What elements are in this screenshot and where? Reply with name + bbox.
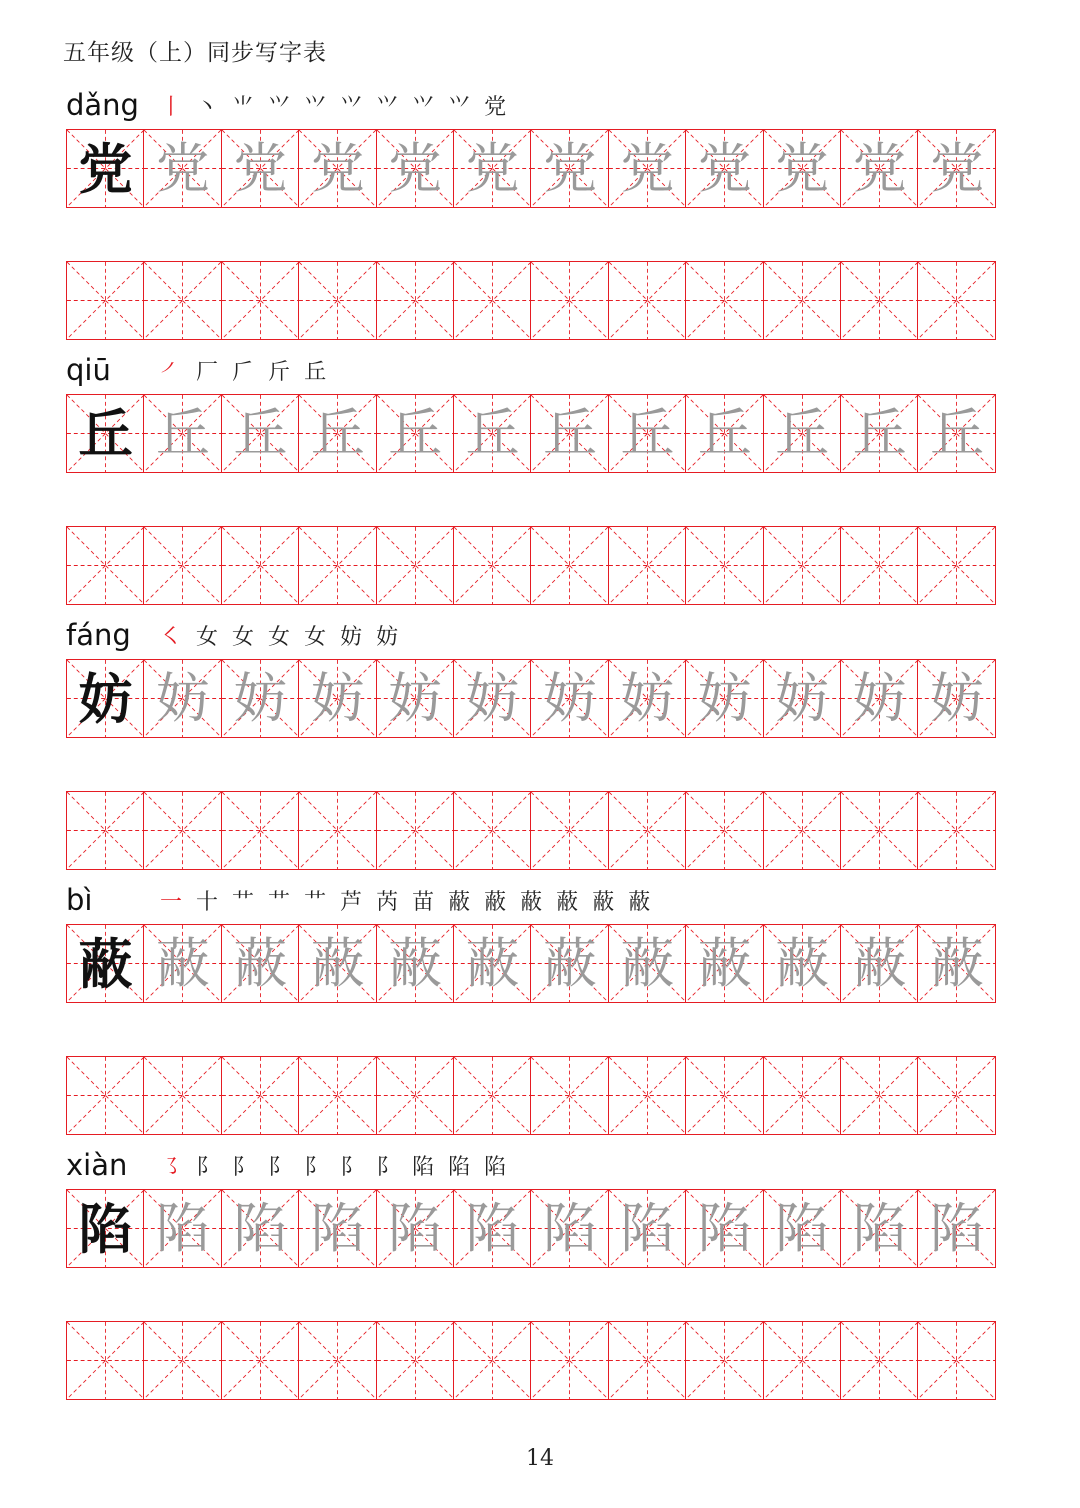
stroke-step: 斤 bbox=[268, 359, 291, 385]
trace-character: 党 bbox=[465, 136, 520, 200]
trace-character: 丘 bbox=[852, 401, 907, 465]
stroke-step: 芦 bbox=[340, 889, 363, 915]
trace-character: 陷 bbox=[155, 1196, 210, 1260]
model-character-cell[interactable] bbox=[66, 129, 145, 208]
blank-writing-cell[interactable] bbox=[685, 791, 764, 870]
blank-writing-cell[interactable] bbox=[840, 791, 919, 870]
trace-character-cell[interactable] bbox=[143, 394, 222, 473]
trace-character-cell[interactable] bbox=[763, 659, 842, 738]
trace-character: 丘 bbox=[697, 401, 752, 465]
trace-character: 陷 bbox=[775, 1196, 830, 1260]
blank-grid-row bbox=[66, 526, 1014, 605]
trace-character-cell[interactable] bbox=[221, 924, 300, 1003]
model-character-cell[interactable] bbox=[66, 394, 145, 473]
stroke-step: 艹 bbox=[304, 889, 327, 915]
trace-character: 妨 bbox=[155, 666, 210, 730]
model-character: 蔽 bbox=[78, 931, 133, 996]
trace-character-cell[interactable] bbox=[143, 924, 222, 1003]
trace-character: 妨 bbox=[542, 666, 597, 730]
trace-character-cell[interactable] bbox=[221, 1189, 300, 1268]
trace-character-cell[interactable] bbox=[685, 924, 764, 1003]
stroke-step: 苗 bbox=[412, 889, 435, 915]
trace-character-cell[interactable] bbox=[530, 659, 609, 738]
blank-writing-cell[interactable] bbox=[530, 791, 609, 870]
trace-character: 妨 bbox=[388, 666, 443, 730]
trace-character: 党 bbox=[620, 136, 675, 200]
trace-character-cell[interactable] bbox=[840, 1189, 919, 1268]
trace-character-cell[interactable] bbox=[840, 129, 919, 208]
trace-character: 蔽 bbox=[775, 931, 830, 995]
stroke-step: 阝 bbox=[304, 1154, 327, 1180]
blank-writing-cell[interactable] bbox=[917, 791, 996, 870]
stroke-step: 女 bbox=[232, 624, 255, 650]
trace-character-cell[interactable] bbox=[376, 1189, 455, 1268]
stroke-step: ⺌ bbox=[232, 94, 255, 120]
blank-writing-cell[interactable] bbox=[763, 261, 842, 340]
trace-character: 丘 bbox=[929, 401, 984, 465]
stroke-step: 蔽 bbox=[556, 889, 579, 915]
model-character-cell[interactable] bbox=[66, 924, 145, 1003]
trace-character: 妨 bbox=[465, 666, 520, 730]
stroke-step: ⺍ bbox=[340, 94, 363, 120]
blank-writing-cell[interactable] bbox=[298, 1321, 377, 1400]
stroke-step: 丶 bbox=[196, 94, 219, 120]
trace-character: 党 bbox=[233, 136, 288, 200]
stroke-step: 蔽 bbox=[448, 889, 471, 915]
practice-grid-row bbox=[66, 1189, 1014, 1268]
trace-character-cell[interactable] bbox=[763, 924, 842, 1003]
stroke-step: 艹 bbox=[232, 889, 255, 915]
stroke-step: ㇌ bbox=[160, 1154, 183, 1180]
blank-writing-cell[interactable] bbox=[608, 526, 687, 605]
stroke-step: 女 bbox=[196, 624, 219, 650]
trace-character-cell[interactable] bbox=[376, 924, 455, 1003]
blank-writing-cell[interactable] bbox=[685, 1056, 764, 1135]
stroke-step: 芮 bbox=[376, 889, 399, 915]
trace-character-cell[interactable] bbox=[530, 1189, 609, 1268]
blank-writing-cell[interactable] bbox=[917, 526, 996, 605]
pinyin-label: qiū bbox=[66, 353, 111, 387]
trace-character-cell[interactable] bbox=[530, 394, 609, 473]
trace-character: 党 bbox=[155, 136, 210, 200]
stroke-step: 女 bbox=[304, 624, 327, 650]
blank-writing-cell[interactable] bbox=[453, 261, 532, 340]
blank-writing-cell[interactable] bbox=[917, 261, 996, 340]
blank-writing-cell[interactable] bbox=[608, 1321, 687, 1400]
pinyin-label: fáng bbox=[66, 618, 131, 652]
stroke-step: 妨 bbox=[376, 624, 399, 650]
trace-character-cell[interactable] bbox=[530, 924, 609, 1003]
blank-writing-cell[interactable] bbox=[763, 1056, 842, 1135]
trace-character: 陷 bbox=[388, 1196, 443, 1260]
trace-character: 蔽 bbox=[929, 931, 984, 995]
stroke-step: 妨 bbox=[340, 624, 363, 650]
trace-character-cell[interactable] bbox=[608, 924, 687, 1003]
stroke-step: ⺍ bbox=[376, 94, 399, 120]
blank-writing-cell[interactable] bbox=[453, 791, 532, 870]
model-character-cell[interactable] bbox=[66, 659, 145, 738]
blank-writing-cell[interactable] bbox=[608, 1056, 687, 1135]
trace-character: 妨 bbox=[310, 666, 365, 730]
blank-writing-cell[interactable] bbox=[221, 791, 300, 870]
trace-character: 蔽 bbox=[155, 931, 210, 995]
stroke-step: 女 bbox=[268, 624, 291, 650]
blank-writing-cell[interactable] bbox=[376, 1321, 455, 1400]
trace-character-cell[interactable] bbox=[453, 924, 532, 1003]
blank-writing-cell[interactable] bbox=[376, 261, 455, 340]
practice-grid-row bbox=[66, 394, 1014, 473]
trace-character: 丘 bbox=[465, 401, 520, 465]
stroke-step: ⺍ bbox=[304, 94, 327, 120]
stroke-step: 蔽 bbox=[628, 889, 651, 915]
trace-character: 陷 bbox=[233, 1196, 288, 1260]
trace-character-cell[interactable] bbox=[221, 394, 300, 473]
trace-character: 党 bbox=[775, 136, 830, 200]
trace-character-cell[interactable] bbox=[376, 659, 455, 738]
stroke-step: ⺍ bbox=[412, 94, 435, 120]
stroke-step: 阝 bbox=[232, 1154, 255, 1180]
trace-character-cell[interactable] bbox=[143, 659, 222, 738]
trace-character-cell[interactable] bbox=[608, 394, 687, 473]
blank-writing-cell[interactable] bbox=[530, 261, 609, 340]
stroke-step: 党 bbox=[484, 94, 507, 120]
trace-character: 蔽 bbox=[852, 931, 907, 995]
blank-writing-cell[interactable] bbox=[376, 1056, 455, 1135]
trace-character-cell[interactable] bbox=[453, 1189, 532, 1268]
trace-character: 蔽 bbox=[465, 931, 520, 995]
trace-character: 丘 bbox=[775, 401, 830, 465]
trace-character-cell[interactable] bbox=[376, 129, 455, 208]
trace-character-cell[interactable] bbox=[608, 129, 687, 208]
blank-writing-cell[interactable] bbox=[763, 526, 842, 605]
trace-character: 妨 bbox=[697, 666, 752, 730]
stroke-step: 丨 bbox=[160, 94, 183, 120]
trace-character-cell[interactable] bbox=[298, 1189, 377, 1268]
practice-grid-row bbox=[66, 924, 1014, 1003]
model-character: 妨 bbox=[78, 666, 133, 731]
trace-character: 蔽 bbox=[233, 931, 288, 995]
model-character-cell[interactable] bbox=[66, 1189, 145, 1268]
trace-character: 陷 bbox=[620, 1196, 675, 1260]
stroke-step: 陷 bbox=[448, 1154, 471, 1180]
stroke-order-sequence bbox=[160, 618, 412, 652]
stroke-step: 阝 bbox=[196, 1154, 219, 1180]
trace-character: 党 bbox=[852, 136, 907, 200]
character-block bbox=[0, 353, 1080, 619]
blank-writing-cell[interactable] bbox=[608, 791, 687, 870]
trace-character: 丘 bbox=[310, 401, 365, 465]
stroke-step: ㇛ bbox=[160, 624, 183, 650]
trace-character-cell[interactable] bbox=[376, 394, 455, 473]
trace-character-cell[interactable] bbox=[143, 129, 222, 208]
trace-character-cell[interactable] bbox=[763, 394, 842, 473]
trace-character: 党 bbox=[929, 136, 984, 200]
trace-character-cell[interactable] bbox=[840, 924, 919, 1003]
trace-character: 丘 bbox=[233, 401, 288, 465]
trace-character: 陷 bbox=[310, 1196, 365, 1260]
trace-character-cell[interactable] bbox=[763, 129, 842, 208]
trace-character: 党 bbox=[542, 136, 597, 200]
stroke-step: 蔽 bbox=[592, 889, 615, 915]
blank-writing-cell[interactable] bbox=[530, 526, 609, 605]
trace-character-cell[interactable] bbox=[298, 394, 377, 473]
pinyin-label: xiàn bbox=[66, 1148, 128, 1182]
model-character: 丘 bbox=[78, 401, 133, 466]
trace-character-cell[interactable] bbox=[840, 659, 919, 738]
stroke-step: 阝 bbox=[340, 1154, 363, 1180]
blank-writing-cell[interactable] bbox=[840, 1321, 919, 1400]
trace-character-cell[interactable] bbox=[298, 924, 377, 1003]
trace-character: 丘 bbox=[155, 401, 210, 465]
page-number: 14 bbox=[526, 1446, 554, 1471]
blank-writing-cell[interactable] bbox=[453, 1321, 532, 1400]
trace-character-cell[interactable] bbox=[608, 659, 687, 738]
blank-grid-row bbox=[66, 261, 1014, 340]
pinyin-label: dǎng bbox=[66, 88, 139, 122]
blank-grid-row bbox=[66, 791, 1014, 870]
blank-writing-cell[interactable] bbox=[298, 791, 377, 870]
trace-character-cell[interactable] bbox=[917, 394, 996, 473]
trace-character-cell[interactable] bbox=[453, 659, 532, 738]
blank-writing-cell[interactable] bbox=[143, 261, 222, 340]
trace-character: 妨 bbox=[775, 666, 830, 730]
blank-writing-cell[interactable] bbox=[530, 1321, 609, 1400]
blank-writing-cell[interactable] bbox=[685, 261, 764, 340]
trace-character-cell[interactable] bbox=[143, 1189, 222, 1268]
blank-writing-cell[interactable] bbox=[66, 526, 145, 605]
trace-character-cell[interactable] bbox=[221, 659, 300, 738]
character-block bbox=[0, 883, 1080, 1149]
trace-character: 妨 bbox=[620, 666, 675, 730]
trace-character-cell[interactable] bbox=[530, 129, 609, 208]
trace-character-cell[interactable] bbox=[685, 659, 764, 738]
trace-character-cell[interactable] bbox=[917, 659, 996, 738]
trace-character: 党 bbox=[697, 136, 752, 200]
blank-writing-cell[interactable] bbox=[66, 1321, 145, 1400]
trace-character: 丘 bbox=[620, 401, 675, 465]
trace-character-cell[interactable] bbox=[917, 129, 996, 208]
stroke-step: ⺍ bbox=[268, 94, 291, 120]
trace-character: 陷 bbox=[465, 1196, 520, 1260]
stroke-order-sequence bbox=[160, 353, 340, 387]
trace-character-cell[interactable] bbox=[840, 394, 919, 473]
stroke-order-sequence bbox=[160, 88, 520, 122]
trace-character: 丘 bbox=[388, 401, 443, 465]
blank-writing-cell[interactable] bbox=[530, 1056, 609, 1135]
blank-writing-cell[interactable] bbox=[608, 261, 687, 340]
trace-character: 蔽 bbox=[542, 931, 597, 995]
blank-writing-cell[interactable] bbox=[376, 791, 455, 870]
trace-character-cell[interactable] bbox=[298, 659, 377, 738]
character-block bbox=[0, 1148, 1080, 1414]
blank-writing-cell[interactable] bbox=[143, 1056, 222, 1135]
trace-character: 妨 bbox=[233, 666, 288, 730]
character-block bbox=[0, 618, 1080, 884]
blank-writing-cell[interactable] bbox=[66, 261, 145, 340]
trace-character: 蔽 bbox=[697, 931, 752, 995]
blank-writing-cell[interactable] bbox=[840, 261, 919, 340]
stroke-step: 艹 bbox=[268, 889, 291, 915]
stroke-step: 蔽 bbox=[484, 889, 507, 915]
trace-character-cell[interactable] bbox=[221, 129, 300, 208]
blank-writing-cell[interactable] bbox=[221, 1056, 300, 1135]
trace-character-cell[interactable] bbox=[453, 129, 532, 208]
blank-grid-row bbox=[66, 1056, 1014, 1135]
trace-character: 陷 bbox=[542, 1196, 597, 1260]
trace-character: 陷 bbox=[852, 1196, 907, 1260]
stroke-step: 十 bbox=[196, 889, 219, 915]
trace-character-cell[interactable] bbox=[685, 394, 764, 473]
blank-writing-cell[interactable] bbox=[685, 526, 764, 605]
blank-writing-cell[interactable] bbox=[298, 526, 377, 605]
blank-writing-cell[interactable] bbox=[66, 1056, 145, 1135]
blank-writing-cell[interactable] bbox=[917, 1056, 996, 1135]
blank-writing-cell[interactable] bbox=[143, 526, 222, 605]
blank-writing-cell[interactable] bbox=[917, 1321, 996, 1400]
stroke-step: 𠂆 bbox=[232, 359, 255, 385]
practice-grid-row bbox=[66, 129, 1014, 208]
pinyin-label: bì bbox=[66, 883, 93, 917]
stroke-order-sequence bbox=[160, 1148, 520, 1182]
trace-character: 蔽 bbox=[310, 931, 365, 995]
trace-character: 妨 bbox=[929, 666, 984, 730]
blank-writing-cell[interactable] bbox=[298, 1056, 377, 1135]
blank-writing-cell[interactable] bbox=[221, 526, 300, 605]
stroke-step: 陷 bbox=[412, 1154, 435, 1180]
trace-character-cell[interactable] bbox=[685, 129, 764, 208]
trace-character: 蔽 bbox=[620, 931, 675, 995]
trace-character: 陷 bbox=[697, 1196, 752, 1260]
blank-writing-cell[interactable] bbox=[763, 791, 842, 870]
blank-writing-cell[interactable] bbox=[763, 1321, 842, 1400]
trace-character: 党 bbox=[388, 136, 443, 200]
trace-character-cell[interactable] bbox=[763, 1189, 842, 1268]
blank-writing-cell[interactable] bbox=[221, 261, 300, 340]
blank-writing-cell[interactable] bbox=[298, 261, 377, 340]
stroke-order-sequence bbox=[160, 883, 664, 917]
trace-character: 妨 bbox=[852, 666, 907, 730]
stroke-step: 阝 bbox=[268, 1154, 291, 1180]
page-header-title: 五年级（上）同步写字表 bbox=[63, 40, 327, 66]
blank-writing-cell[interactable] bbox=[840, 526, 919, 605]
trace-character-cell[interactable] bbox=[917, 1189, 996, 1268]
blank-writing-cell[interactable] bbox=[453, 1056, 532, 1135]
trace-character-cell[interactable] bbox=[685, 1189, 764, 1268]
blank-writing-cell[interactable] bbox=[453, 526, 532, 605]
trace-character-cell[interactable] bbox=[453, 394, 532, 473]
blank-grid-row bbox=[66, 1321, 1014, 1400]
trace-character: 陷 bbox=[929, 1196, 984, 1260]
stroke-step: ⺍ bbox=[448, 94, 471, 120]
trace-character: 蔽 bbox=[388, 931, 443, 995]
trace-character-cell[interactable] bbox=[298, 129, 377, 208]
trace-character-cell[interactable] bbox=[608, 1189, 687, 1268]
trace-character: 丘 bbox=[542, 401, 597, 465]
blank-writing-cell[interactable] bbox=[66, 791, 145, 870]
stroke-step: 丘 bbox=[304, 359, 327, 385]
stroke-step: 蔽 bbox=[520, 889, 543, 915]
model-character: 党 bbox=[78, 136, 133, 201]
practice-grid-row bbox=[66, 659, 1014, 738]
character-block bbox=[0, 88, 1080, 354]
blank-writing-cell[interactable] bbox=[143, 791, 222, 870]
stroke-step: 厂 bbox=[196, 359, 219, 385]
stroke-step: 阝 bbox=[376, 1154, 399, 1180]
trace-character: 党 bbox=[310, 136, 365, 200]
trace-character-cell[interactable] bbox=[917, 924, 996, 1003]
blank-writing-cell[interactable] bbox=[685, 1321, 764, 1400]
blank-writing-cell[interactable] bbox=[840, 1056, 919, 1135]
blank-writing-cell[interactable] bbox=[143, 1321, 222, 1400]
blank-writing-cell[interactable] bbox=[376, 526, 455, 605]
stroke-step: 陷 bbox=[484, 1154, 507, 1180]
stroke-step: 一 bbox=[160, 889, 183, 915]
stroke-step: ㇒ bbox=[160, 359, 183, 385]
model-character: 陷 bbox=[78, 1196, 133, 1261]
blank-writing-cell[interactable] bbox=[221, 1321, 300, 1400]
